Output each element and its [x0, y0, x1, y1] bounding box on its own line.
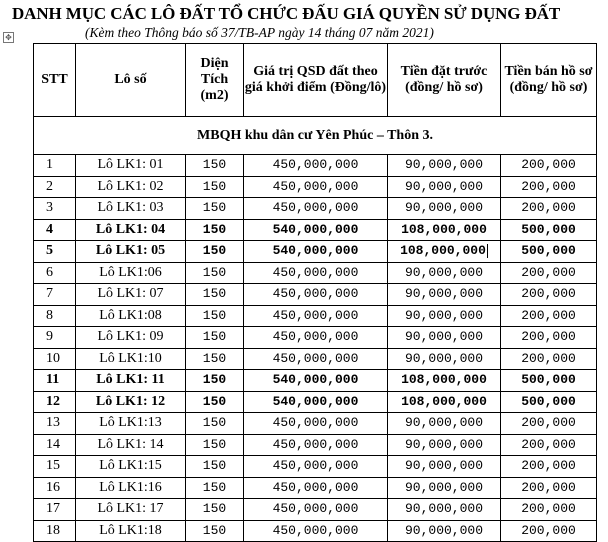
- row-fee: 200,000: [501, 155, 597, 177]
- row-stt: 15: [34, 456, 76, 478]
- table-row: [34, 219, 597, 241]
- row-stt: 1: [34, 155, 76, 177]
- row-area: 150: [186, 305, 244, 327]
- document-title: DANH MỤC CÁC LÔ ĐẤT TỔ CHỨC ĐẤU GIÁ QUYỀN SỬ DỤNG ĐẤT: [12, 4, 561, 23]
- table-row: [34, 176, 597, 198]
- row-fee: 200,000: [501, 284, 597, 306]
- row-stt: 11: [34, 370, 76, 392]
- row-stt: 14: [34, 434, 76, 456]
- row-deposit: 90,000,000: [388, 477, 501, 499]
- document-subtitle: (Kèm theo Thông báo số 37/TB-AP ngày 14 tháng 07 năm 2021): [85, 25, 434, 40]
- row-area: 150: [186, 391, 244, 413]
- row-deposit: 90,000,000: [388, 413, 501, 435]
- row-area: 150: [186, 198, 244, 220]
- row-stt: 16: [34, 477, 76, 499]
- row-lot: Lô LK1: 04: [76, 219, 186, 241]
- row-value: 450,000,000: [244, 520, 388, 542]
- table-row: [34, 198, 597, 220]
- row-lot: Lô LK1:06: [76, 262, 186, 284]
- row-area: 150: [186, 456, 244, 478]
- header-deposit: Tiền đặt trước (đồng/ hồ sơ): [388, 44, 501, 117]
- row-fee: 200,000: [501, 520, 597, 542]
- row-value: 540,000,000: [244, 241, 388, 263]
- row-deposit: 90,000,000: [388, 499, 501, 521]
- row-stt: 12: [34, 391, 76, 413]
- row-area: 150: [186, 477, 244, 499]
- table-row: [34, 348, 597, 370]
- row-fee: 200,000: [501, 198, 597, 220]
- row-stt: 2: [34, 176, 76, 198]
- row-deposit: 90,000,000: [388, 305, 501, 327]
- row-value: 450,000,000: [244, 305, 388, 327]
- row-value: 540,000,000: [244, 391, 388, 413]
- row-lot: Lô LK1: 07: [76, 284, 186, 306]
- row-deposit: 90,000,000: [388, 456, 501, 478]
- row-area: 150: [186, 520, 244, 542]
- row-deposit: 90,000,000: [388, 284, 501, 306]
- row-value: 540,000,000: [244, 219, 388, 241]
- row-value: 450,000,000: [244, 499, 388, 521]
- row-value: 450,000,000: [244, 348, 388, 370]
- table-row: [34, 499, 597, 521]
- header-stt: STT: [34, 44, 76, 117]
- row-area: 150: [186, 219, 244, 241]
- row-area: 150: [186, 284, 244, 306]
- row-lot: Lô LK1: 14: [76, 434, 186, 456]
- row-stt: 10: [34, 348, 76, 370]
- row-value: 540,000,000: [244, 370, 388, 392]
- row-lot: Lô LK1: 11: [76, 370, 186, 392]
- table-row: [34, 262, 597, 284]
- row-stt: 17: [34, 499, 76, 521]
- row-area: 150: [186, 327, 244, 349]
- row-stt: 9: [34, 327, 76, 349]
- row-value: 450,000,000: [244, 176, 388, 198]
- row-fee: 200,000: [501, 434, 597, 456]
- row-fee: 200,000: [501, 456, 597, 478]
- header-fee: Tiền bán hồ sơ (đồng/ hồ sơ): [501, 44, 597, 117]
- move-anchor-icon[interactable]: ✥: [3, 32, 14, 43]
- row-value: 450,000,000: [244, 262, 388, 284]
- row-fee: 200,000: [501, 176, 597, 198]
- row-stt: 6: [34, 262, 76, 284]
- row-stt: 3: [34, 198, 76, 220]
- row-value: 450,000,000: [244, 155, 388, 177]
- row-area: 150: [186, 155, 244, 177]
- row-lot: Lô LK1:13: [76, 413, 186, 435]
- row-lot: Lô LK1:15: [76, 456, 186, 478]
- row-deposit: 108,000,000: [388, 219, 501, 241]
- row-deposit: 90,000,000: [388, 262, 501, 284]
- table-row: [34, 413, 597, 435]
- row-stt: 5: [34, 241, 76, 263]
- row-fee: 200,000: [501, 499, 597, 521]
- row-lot: Lô LK1: 03: [76, 198, 186, 220]
- row-fee: 500,000: [501, 370, 597, 392]
- row-area: 150: [186, 348, 244, 370]
- row-value: 450,000,000: [244, 284, 388, 306]
- row-deposit: 108,000,000: [388, 241, 501, 263]
- text-cursor: [487, 244, 488, 258]
- table-row: [34, 327, 597, 349]
- row-deposit: 90,000,000: [388, 198, 501, 220]
- row-lot: Lô LK1:18: [76, 520, 186, 542]
- row-lot: Lô LK1: 12: [76, 391, 186, 413]
- row-fee: 200,000: [501, 262, 597, 284]
- row-fee: 200,000: [501, 477, 597, 499]
- row-fee: 500,000: [501, 241, 597, 263]
- row-stt: 4: [34, 219, 76, 241]
- row-deposit: 108,000,000: [388, 391, 501, 413]
- row-deposit: 90,000,000: [388, 327, 501, 349]
- header-area: Diện Tích (m2): [186, 44, 244, 117]
- row-stt: 13: [34, 413, 76, 435]
- table-row: [34, 155, 597, 177]
- table-row: [34, 284, 597, 306]
- table-row: [34, 456, 597, 478]
- header-lot: Lô số: [76, 44, 186, 117]
- row-value: 450,000,000: [244, 456, 388, 478]
- table-row: [34, 241, 597, 263]
- row-stt: 18: [34, 520, 76, 542]
- row-lot: Lô LK1:08: [76, 305, 186, 327]
- table-row: [34, 305, 597, 327]
- row-area: 150: [186, 262, 244, 284]
- row-area: 150: [186, 370, 244, 392]
- row-deposit: 90,000,000: [388, 348, 501, 370]
- row-fee: 200,000: [501, 348, 597, 370]
- row-area: 150: [186, 434, 244, 456]
- lot-table: [33, 43, 597, 542]
- row-lot: Lô LK1:10: [76, 348, 186, 370]
- row-deposit: 90,000,000: [388, 176, 501, 198]
- row-fee: 500,000: [501, 391, 597, 413]
- row-lot: Lô LK1:16: [76, 477, 186, 499]
- row-area: 150: [186, 413, 244, 435]
- row-lot: Lô LK1: 01: [76, 155, 186, 177]
- row-deposit: 90,000,000: [388, 520, 501, 542]
- row-lot: Lô LK1: 17: [76, 499, 186, 521]
- row-fee: 500,000: [501, 219, 597, 241]
- row-area: 150: [186, 499, 244, 521]
- table-header-row: [34, 44, 597, 117]
- row-value: 450,000,000: [244, 327, 388, 349]
- table-row: [34, 370, 597, 392]
- group-label: MBQH khu dân cư Yên Phúc – Thôn 3.: [34, 117, 597, 155]
- row-value: 450,000,000: [244, 477, 388, 499]
- row-stt: 8: [34, 305, 76, 327]
- table-row: [34, 477, 597, 499]
- table-row: [34, 434, 597, 456]
- row-deposit: 90,000,000: [388, 434, 501, 456]
- row-area: 150: [186, 176, 244, 198]
- row-deposit: 90,000,000: [388, 155, 501, 177]
- table-row: [34, 391, 597, 413]
- table-row: [34, 520, 597, 542]
- row-lot: Lô LK1: 02: [76, 176, 186, 198]
- row-fee: 200,000: [501, 327, 597, 349]
- row-deposit: 108,000,000: [388, 370, 501, 392]
- group-row: [34, 117, 597, 155]
- row-fee: 200,000: [501, 413, 597, 435]
- row-fee: 200,000: [501, 305, 597, 327]
- row-stt: 7: [34, 284, 76, 306]
- row-value: 450,000,000: [244, 413, 388, 435]
- row-value: 450,000,000: [244, 434, 388, 456]
- row-area: 150: [186, 241, 244, 263]
- header-value: Giá trị QSD đất theo giá khởi điểm (Đồng/lô): [244, 44, 388, 117]
- row-value: 450,000,000: [244, 198, 388, 220]
- row-lot: Lô LK1: 09: [76, 327, 186, 349]
- row-lot: Lô LK1: 05: [76, 241, 186, 263]
